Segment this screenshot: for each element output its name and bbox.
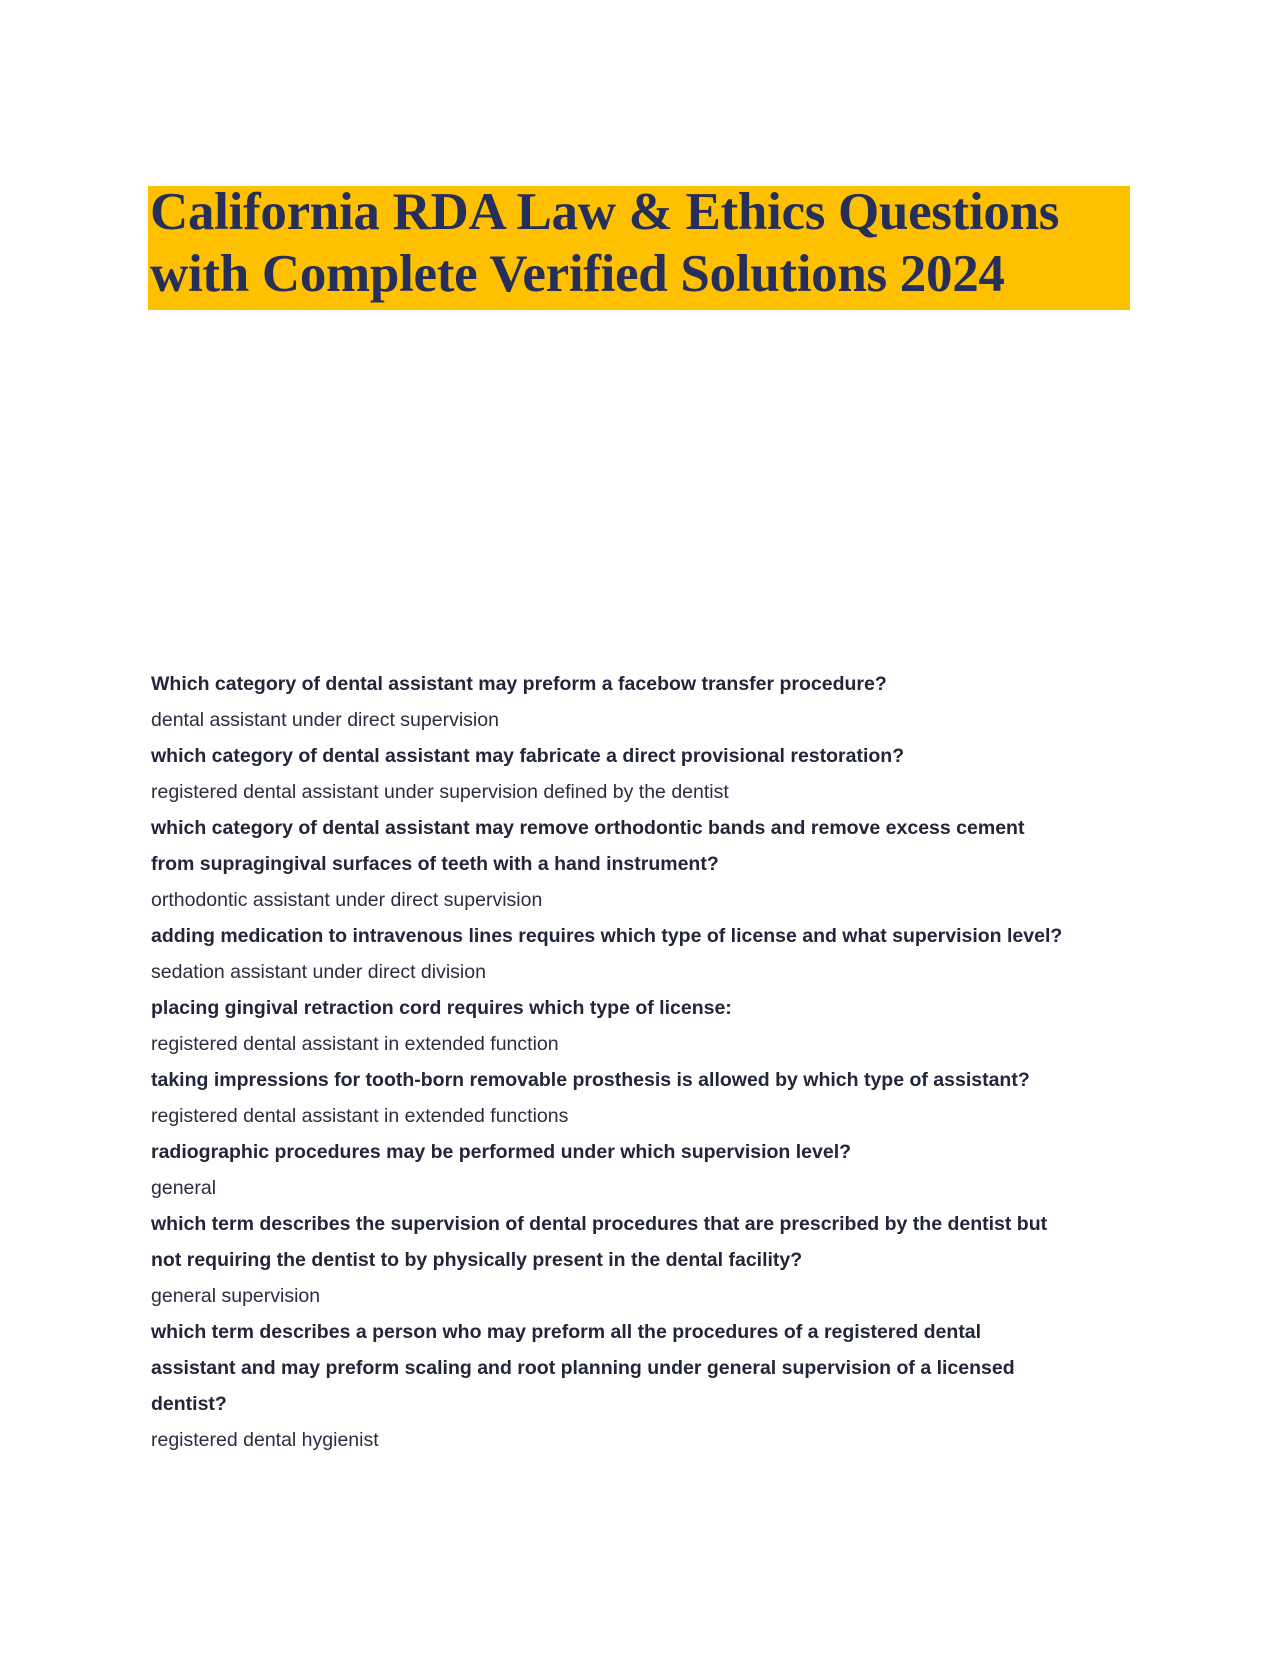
answer: registered dental assistant under supervision defined by the dentist (151, 781, 729, 803)
document-title-line-1: California RDA Law & Ethics Questions (150, 183, 1060, 241)
question-continued: not requiring the dentist to by physically present in the dental facility? (151, 1249, 803, 1271)
question-answer-list (151, 666, 1131, 1458)
qa-item (151, 1062, 1131, 1134)
qa-item (151, 990, 1131, 1062)
qa-item (151, 810, 1131, 918)
answer: registered dental assistant in extended functions (151, 1105, 569, 1127)
document-title-banner (148, 183, 1130, 310)
qa-item (151, 666, 1131, 738)
question-continued: assistant and may preform scaling and root planning under general supervision of a licensed (151, 1357, 1015, 1379)
qa-item (151, 1314, 1131, 1458)
question: which category of dental assistant may fabricate a direct provisional restoration? (151, 745, 905, 767)
answer: registered dental hygienist (151, 1429, 379, 1451)
answer: orthodontic assistant under direct supervision (151, 889, 543, 911)
question: placing gingival retraction cord requires which type of license: (151, 997, 732, 1019)
question: Which category of dental assistant may preform a facebow transfer procedure? (151, 673, 887, 695)
answer: dental assistant under direct supervision (151, 709, 499, 731)
qa-item (151, 1134, 1131, 1206)
question: which term describes the supervision of dental procedures that are prescribed by the dentist but (151, 1213, 1048, 1235)
answer: sedation assistant under direct division (151, 961, 486, 983)
question: which category of dental assistant may remove orthodontic bands and remove excess cement (151, 817, 1025, 839)
qa-item (151, 918, 1131, 990)
qa-item (151, 738, 1131, 810)
question: adding medication to intravenous lines requires which type of license and what supervision level? (151, 925, 1063, 947)
answer: registered dental assistant in extended function (151, 1033, 559, 1055)
qa-item (151, 1206, 1131, 1314)
question: which term describes a person who may preform all the procedures of a registered dental (151, 1321, 982, 1343)
question: radiographic procedures may be performed under which supervision level? (151, 1141, 852, 1163)
answer: general supervision (151, 1285, 321, 1307)
answer: general (151, 1177, 217, 1199)
question-continued: from supragingival surfaces of teeth with a hand instrument? (151, 853, 719, 875)
question-continued: dentist? (151, 1393, 227, 1415)
document-title-line-2: with Complete Verified Solutions 2024 (150, 245, 1005, 303)
question: taking impressions for tooth-born removable prosthesis is allowed by which type of assistant? (151, 1069, 1030, 1091)
